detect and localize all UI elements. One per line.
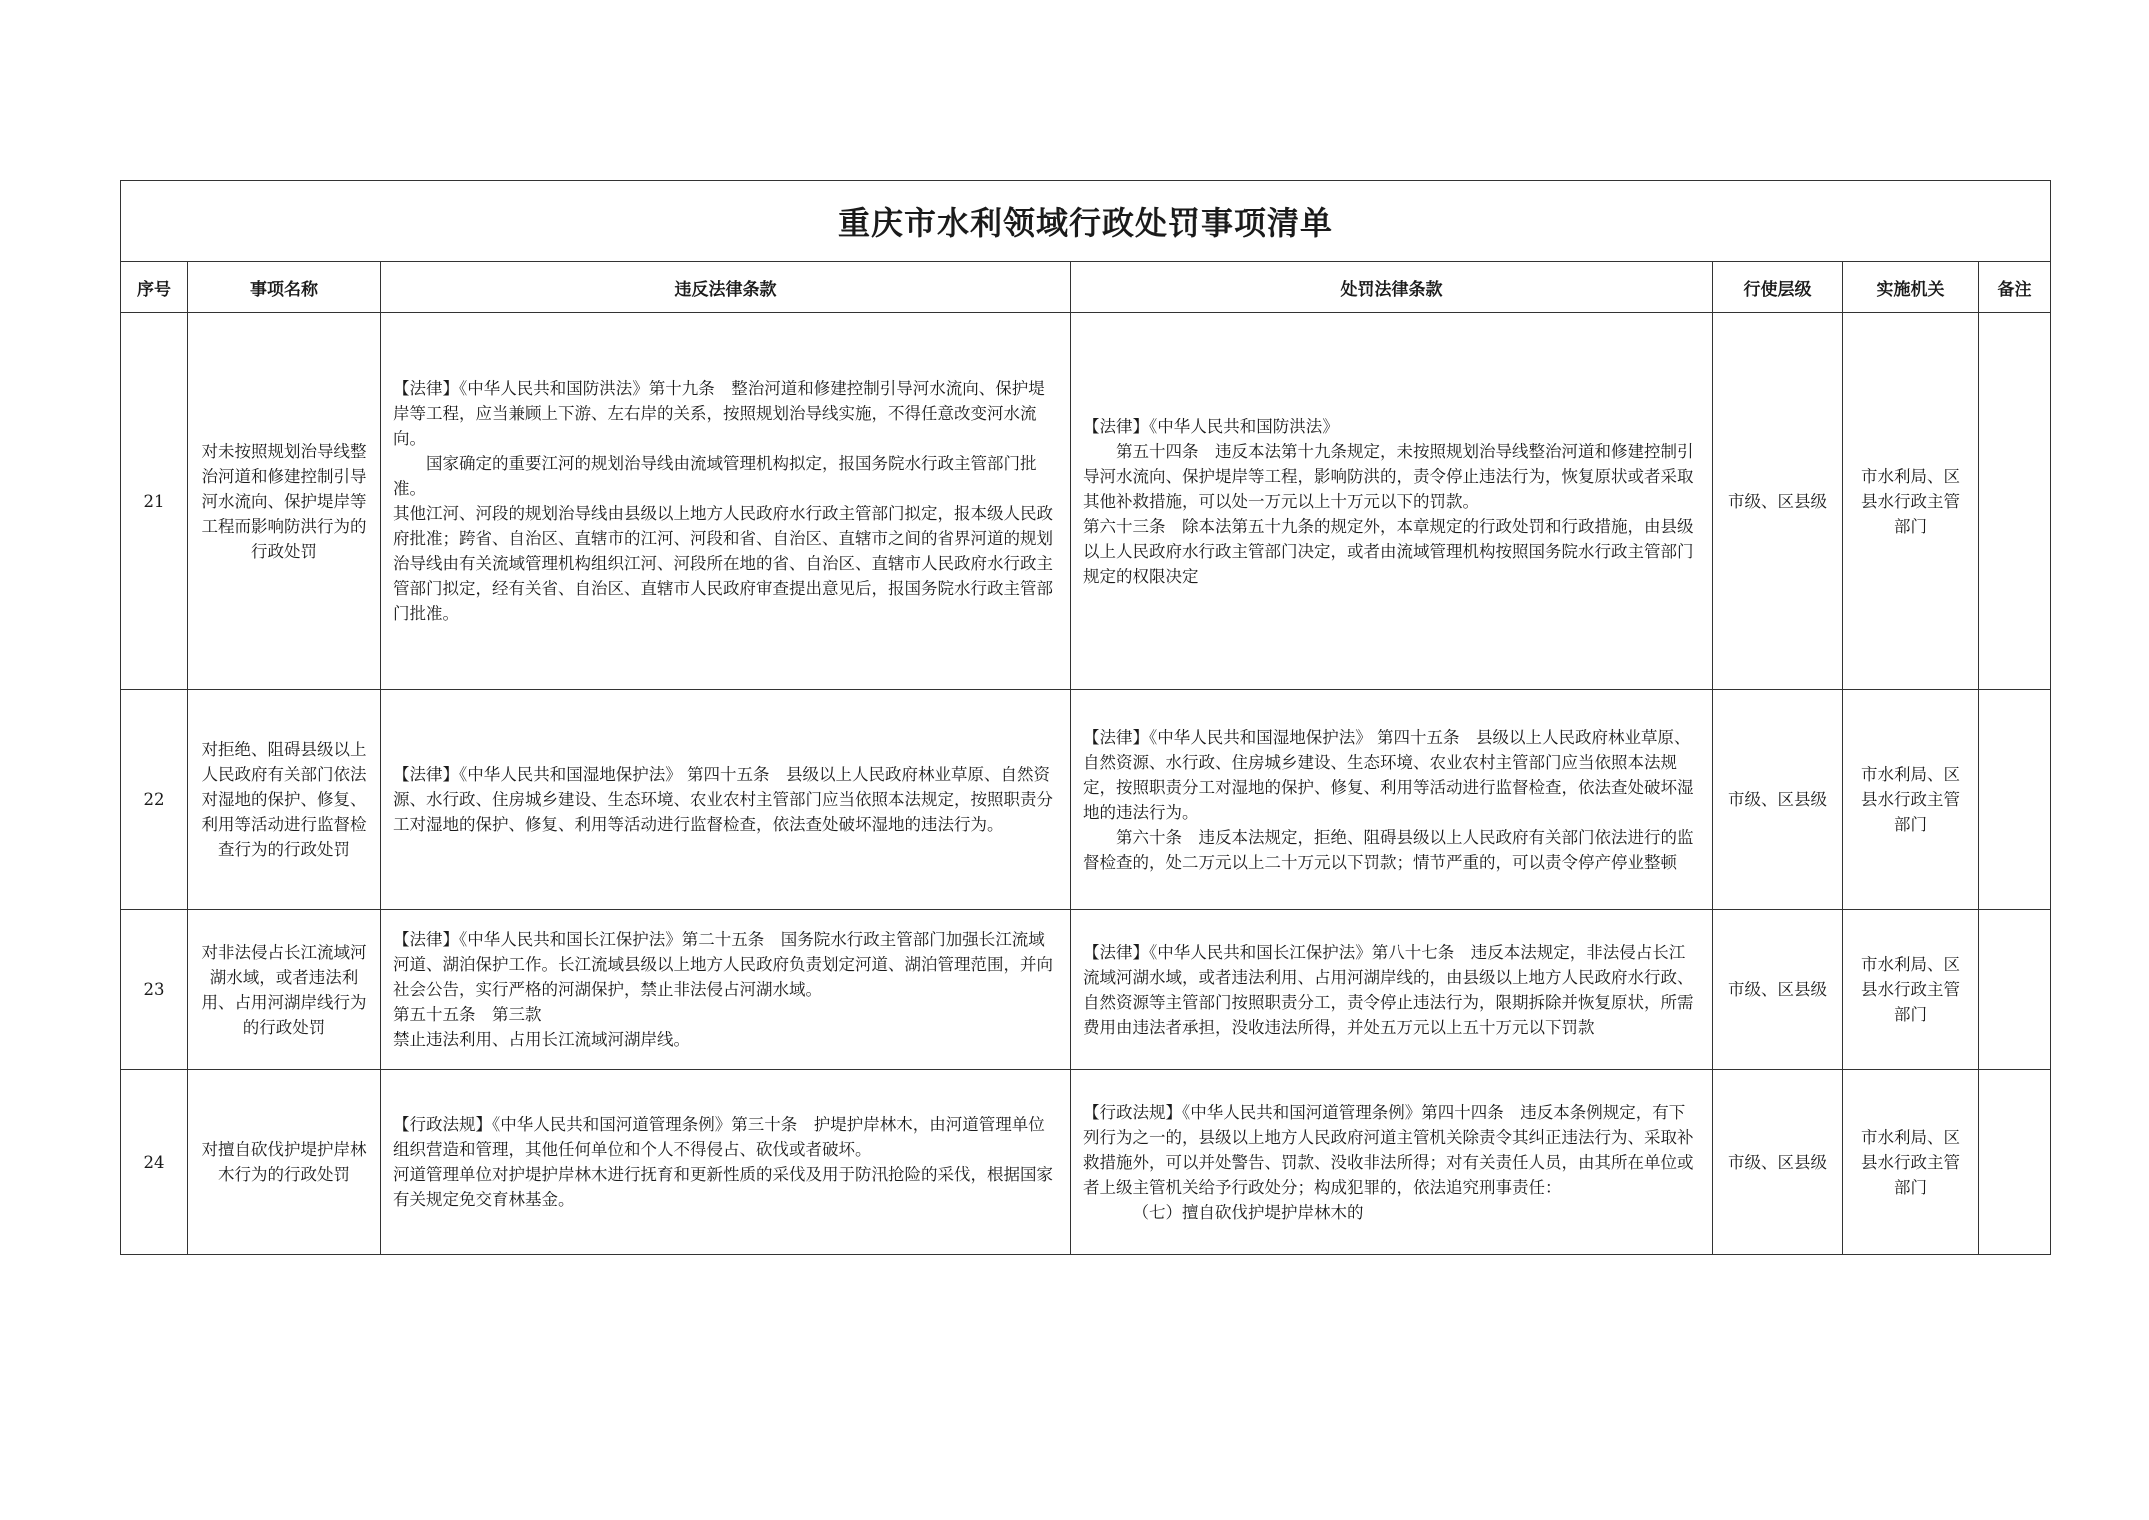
implementing-agency: 市水利局、区县水行政主管部门: [1843, 313, 1979, 690]
violation-clause: [381, 1070, 1071, 1255]
table-row: [121, 690, 2051, 910]
remark: [1979, 910, 2051, 1070]
penalty-paragraph: 【法律】《中华人民共和国湿地保护法》 第四十五条 县级以上人民政府林业草原、自然资源、水行政、住房城乡建设、生态环境、农业农村主管部门应当依照本法规定，按照职责分工对湿地的保护、修复、利用等活动进行监督检查，依法查处破坏湿地的违法行为。: [1083, 727, 1694, 822]
item-name: 对未按照规划治导线整治河道和修建控制引导河水流向、保护堤岸等工程而影响防洪行为的行政处罚: [188, 313, 381, 690]
violation-paragraph: 河道管理单位对护堤护岸林木进行抚育和更新性质的采伐及用于防汛抢险的采伐，根据国家有关规定免交育林基金。: [393, 1165, 1053, 1209]
page-title: 重庆市水利领域行政处罚事项清单: [121, 181, 2051, 262]
table-row: [121, 1070, 2051, 1255]
penalty-paragraph: （七）擅自砍伐护堤护岸林木的: [1132, 1202, 1364, 1222]
penalty-paragraph: 【法律】《中华人民共和国长江保护法》第八十七条 违反本法规定，非法侵占长江流域河湖水域，或者违法利用、占用河湖岸线的，由县级以上地方人民政府水行政、自然资源等主管部门按照职责分工，责令停止违法行为，限期拆除并恢复原状，所需费用由违法者承担，没收违法所得，并处五万元以上五十万元以下罚款: [1083, 942, 1694, 1037]
exercise-level: 市级、区县级: [1713, 910, 1843, 1070]
violation-paragraph: 【行政法规】《中华人民共和国河道管理条例》第三十条 护堤护岸林木，由河道管理单位组织营造和管理，其他任何单位和个人不得侵占、砍伐或者破坏。: [393, 1115, 1045, 1159]
row-number: 21: [121, 313, 188, 690]
violation-paragraph: 其他江河、河段的规划治导线由县级以上地方人民政府水行政主管部门拟定，报本级人民政府批准；跨省、自治区、直辖市的江河、河段和省、自治区、直辖市之间的省界河道的规划治导线由有关流域管理机构组织江河、河段所在地的省、自治区、直辖市人民政府水行政主管部门拟定，经有关省、自治区、直辖市人民政府审查提出意见后，报国务院水行政主管部门批准。: [393, 504, 1053, 623]
violation-clause: [381, 690, 1071, 910]
exercise-level: 市级、区县级: [1713, 690, 1843, 910]
item-name: 对擅自砍伐护堤护岸林木行为的行政处罚: [188, 1070, 381, 1255]
violation-paragraph: 国家确定的重要江河的规划治导线由流域管理机构拟定，报国务院水行政主管部门批准。: [393, 454, 1037, 498]
violation-paragraph: 【法律】《中华人民共和国长江保护法》第二十五条 国务院水行政主管部门加强长江流域河道、湖泊保护工作。长江流域县级以上地方人民政府负责划定河道、湖泊管理范围，并向社会公告，实行严格的河湖保护，禁止非法侵占河湖水域。: [393, 930, 1053, 999]
table-row: [121, 910, 2051, 1070]
violation-paragraph: 【法律】《中华人民共和国防洪法》第十九条 整治河道和修建控制引导河水流向、保护堤岸等工程，应当兼顾上下游、左右岸的关系，按照规划治导线实施，不得任意改变河水流向。: [393, 379, 1045, 448]
item-name: 对拒绝、阻碍县级以上人民政府有关部门依法对湿地的保护、修复、利用等活动进行监督检查行为的行政处罚: [188, 690, 381, 910]
violation-paragraph: 禁止违法利用、占用长江流域河湖岸线。: [393, 1030, 690, 1049]
penalty-clause: [1071, 1070, 1713, 1255]
exercise-level: 市级、区县级: [1713, 313, 1843, 690]
implementing-agency: 市水利局、区县水行政主管部门: [1843, 910, 1979, 1070]
penalty-paragraph: 第五十四条 违反本法第十九条规定，未按照规划治导线整治河道和修建控制引导河水流向、保护堤岸等工程，影响防洪的，责令停止违法行为，恢复原状或者采取其他补救措施，可以处一万元以上十万元以下的罚款。: [1083, 441, 1694, 511]
header-org: 实施机关: [1843, 262, 1979, 313]
violation-paragraph: 第五十五条 第三款: [393, 1005, 542, 1024]
row-number: 23: [121, 910, 188, 1070]
header-remark: 备注: [1979, 262, 2051, 313]
penalty-list-table: [120, 180, 2051, 1255]
violation-paragraph: 【法律】《中华人民共和国湿地保护法》 第四十五条 县级以上人民政府林业草原、自然资源、水行政、住房城乡建设、生态环境、农业农村主管部门应当依照本法规定，按照职责分工对湿地的保护、修复、利用等活动进行监督检查，依法查处破坏湿地的违法行为。: [393, 765, 1053, 834]
implementing-agency: 市水利局、区县水行政主管部门: [1843, 690, 1979, 910]
penalty-paragraph: 【行政法规】《中华人民共和国河道管理条例》第四十四条 违反本条例规定，有下列行为之一的，县级以上地方人民政府河道主管机关除责令其纠正违法行为、采取补救措施外，可以并处警告、罚款、没收非法所得；对有关责任人员，由其所在单位或者上级主管机关给予行政处分；构成犯罪的，依法追究刑事责任：: [1083, 1102, 1694, 1197]
violation-clause: [381, 910, 1071, 1070]
penalty-clause: [1071, 690, 1713, 910]
header-no: 序号: [121, 262, 188, 313]
violation-clause: [381, 313, 1071, 690]
penalty-paragraph: 【法律】《中华人民共和国防洪法》: [1083, 416, 1339, 436]
penalty-clause: [1071, 313, 1713, 690]
header-violation: 违反法律条款: [381, 262, 1071, 313]
row-number: 24: [121, 1070, 188, 1255]
penalty-clause: [1071, 910, 1713, 1070]
item-name: 对非法侵占长江流域河湖水域，或者违法利用、占用河湖岸线行为的行政处罚: [188, 910, 381, 1070]
header-name: 事项名称: [188, 262, 381, 313]
remark: [1979, 690, 2051, 910]
table-row: [121, 313, 2051, 690]
remark: [1979, 1070, 2051, 1255]
exercise-level: 市级、区县级: [1713, 1070, 1843, 1255]
header-penalty: 处罚法律条款: [1071, 262, 1713, 313]
penalty-paragraph: 第六十三条 除本法第五十九条的规定外，本章规定的行政处罚和行政措施，由县级以上人民政府水行政主管部门决定，或者由流域管理机构按照国务院水行政主管部门规定的权限决定: [1083, 516, 1694, 586]
row-number: 22: [121, 690, 188, 910]
remark: [1979, 313, 2051, 690]
header-row: [121, 262, 2051, 313]
header-level: 行使层级: [1713, 262, 1843, 313]
implementing-agency: 市水利局、区县水行政主管部门: [1843, 1070, 1979, 1255]
penalty-paragraph: 第六十条 违反本法规定，拒绝、阻碍县级以上人民政府有关部门依法进行的监督检查的，处二万元以上二十万元以下罚款；情节严重的，可以责令停产停业整顿: [1083, 827, 1694, 872]
